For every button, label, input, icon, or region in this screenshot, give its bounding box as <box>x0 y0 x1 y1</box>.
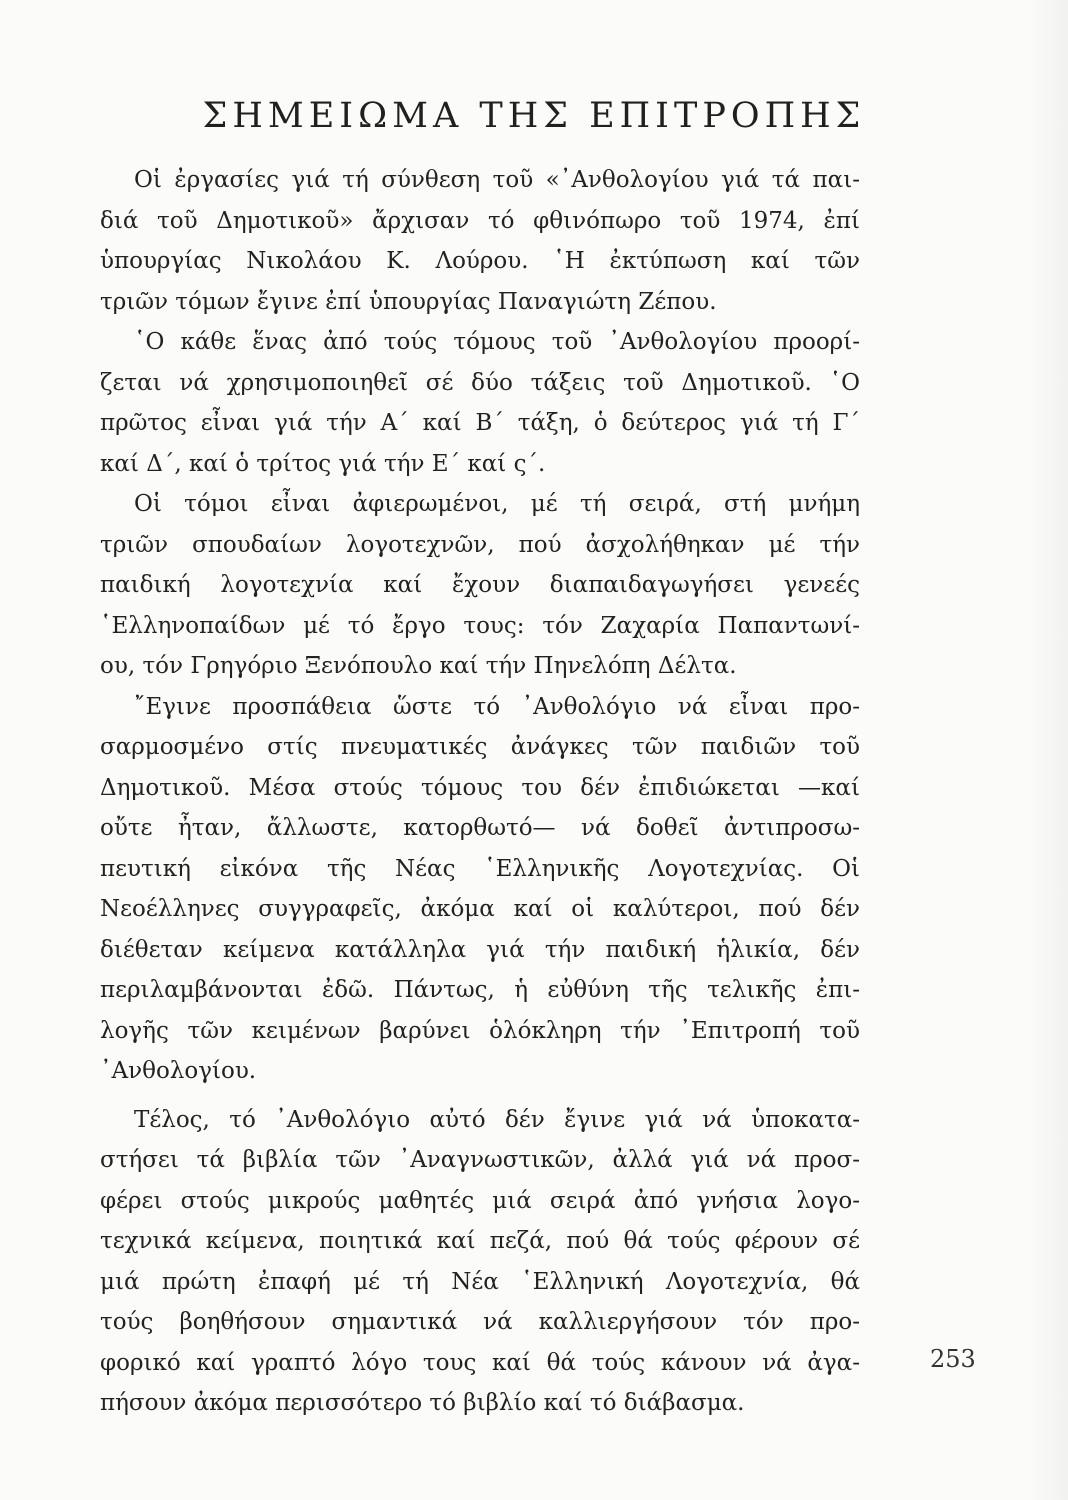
text-line: τούς βοηθήσουν σημαντικά νά καλλιεργήσουν τόν προ- <box>100 1309 860 1335</box>
text-line: σαρμοσμένο στίς πνευματικές ἀνάγκες τῶν παιδιῶν τοῦ <box>100 734 860 760</box>
text-line: Οἱ τόμοι εἶναι ἀφιερωμένοι, μέ τή σειρά, στή μνήμη <box>134 491 860 517</box>
text-line: φέρει στούς μικρούς μαθητές μιά σειρά ἀπό γνήσια λογο- <box>100 1187 860 1214</box>
page-number: 253 <box>930 1345 976 1373</box>
text-line: στήσει τά βιβλία τῶν ᾽Αναγνωστικῶν, ἀλλά γιά νά προσ- <box>100 1147 860 1173</box>
text-line: τριῶν σπουδαίων λογοτεχνῶν, πού ἀσχολήθηκαν μέ τήν <box>100 531 860 558</box>
text-line: μιά πρώτη ἐπαφή μέ τή Νέα ῾Ελληνική Λογοτεχνία, θά <box>100 1268 860 1295</box>
paragraph-3 <box>100 484 860 687</box>
text-line: περιλαμβάνονται ἐδῶ. Πάντως, ἡ εὐθύνη τῆς τελικῆς ἐπι- <box>100 977 860 1003</box>
text-line: πήσουν ἀκόμα περισσότερο τό βιβλίο καί τό διάβασμα. <box>100 1390 745 1416</box>
text-line: ὑπουργίας Νικολάου Κ. Λούρου. ῾Η ἐκτύπωση καί τῶν <box>100 248 860 274</box>
paragraph-2 <box>100 322 860 484</box>
text-line: παιδική λογοτεχνία καί ἔχουν διαπαιδαγωγήσει γενεές <box>100 572 860 598</box>
text-line: Οἱ ἐργασίες γιά τή σύνθεση τοῦ «᾽Ανθολογίου γιά τά παι- <box>134 167 860 193</box>
text-line: διέθεταν κείμενα κατάλληλα γιά τήν παιδική ἡλικία, δέν <box>100 936 860 963</box>
page-title: ΣΗΜΕΙΩΜΑ ΤΗΣ ΕΠΙΤΡΟΠΗΣ <box>202 96 866 136</box>
text-line: Τέλος, τό ᾽Ανθολόγιο αὐτό δέν ἔγινε γιά νά ὑποκατα- <box>134 1106 860 1133</box>
text-line: Νεοέλληνες συγγραφεῖς, ἀκόμα καί οἱ καλύτεροι, πού δέν <box>100 896 860 922</box>
text-line: καί Δ΄, καί ὁ τρίτος γιά τήν Ε΄ καί ς΄. <box>100 450 546 477</box>
text-line: πευτική εἰκόνα τῆς Νέας ῾Ελληνικῆς Λογοτεχνίας. Οἱ <box>100 855 860 882</box>
text-line: πρῶτος εἶναι γιά τήν Α΄ καί Β΄ τάξη, ὁ δεύτερος γιά τή Γ΄ <box>100 410 860 436</box>
text-line: οὔτε ἦταν, ἄλλωστε, κατορθωτό— νά δοθεῖ ἀντιπροσω- <box>100 815 860 841</box>
text-line: ῎Εγινε προσπάθεια ὥστε τό ᾽Ανθολόγιο νά εἶναι προ- <box>134 693 860 720</box>
text-line: τεχνικά κείμενα, ποιητικά καί πεζά, πού θά τούς φέρουν σέ <box>100 1228 860 1254</box>
paragraph-1 <box>100 160 860 322</box>
text-line: ου, τόν Γρηγόριο Ξενόπουλο καί τήν Πηνελόπη Δέλτα. <box>100 653 737 679</box>
body-text <box>100 160 860 1424</box>
text-line: φορικό καί γραπτό λόγο τους καί θά τούς κάνουν νά ἀγα- <box>100 1349 860 1376</box>
paragraph-4 <box>100 687 860 1092</box>
page-edge-shadow <box>1028 0 1068 1500</box>
paragraph-5 <box>100 1100 860 1424</box>
text-line: Δημοτικοῦ. Μέσα στούς τόμους του δέν ἐπιδιώκεται —καί <box>100 774 860 801</box>
text-line: ῾Ελληνοπαίδων μέ τό ἔργο τους: τόν Ζαχαρία Παπαντωνί- <box>100 612 860 639</box>
text-line: τριῶν τόμων ἔγινε ἐπί ὑπουργίας Παναγιώτη Ζέπου. <box>100 288 717 315</box>
text-line: ζεται νά χρησιμοποιηθεῖ σέ δύο τάξεις τοῦ Δημοτικοῦ. ῾Ο <box>100 369 860 396</box>
text-line: διά τοῦ Δημοτικοῦ» ἄρχισαν τό φθινόπωρο τοῦ 1974, ἐπί <box>100 207 860 234</box>
text-line: ᾽Ανθολογίου. <box>100 1058 257 1084</box>
text-line: ῾Ο κάθε ἕνας ἀπό τούς τόμους τοῦ ᾽Ανθολογίου προορί- <box>134 329 860 355</box>
text-line: λογῆς τῶν κειμένων βαρύνει ὁλόκληρη τήν ᾽Επιτροπή τοῦ <box>100 1017 860 1044</box>
